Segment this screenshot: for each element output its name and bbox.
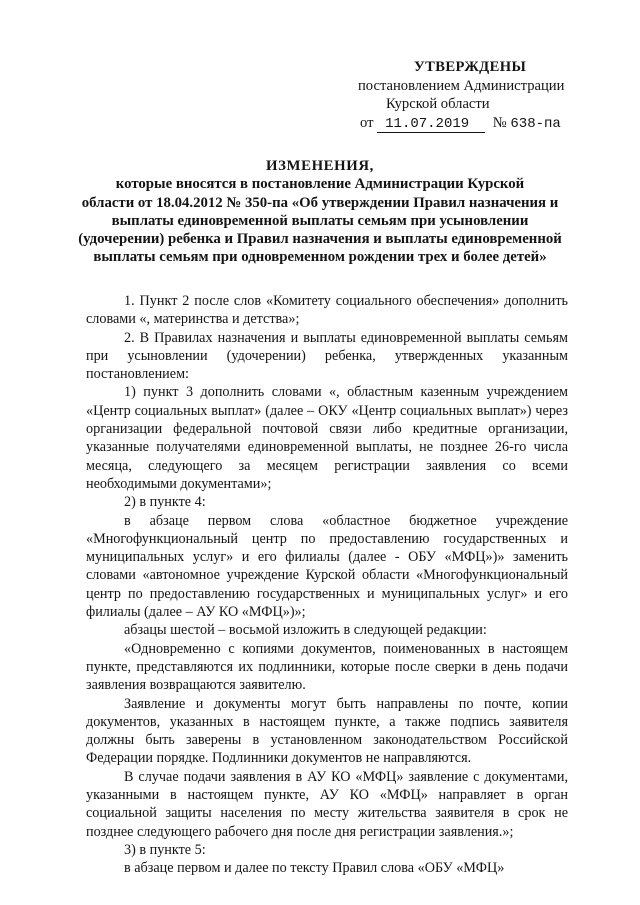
body-paragraph: Заявление и документы могут быть направлены по почте, копии документов, указанных в настоящем пункте, а также подпись заявителя должны быть заверены в установленном законодательством Российской Федерации порядке. Подлинники документов не направляются. [86, 695, 568, 767]
approval-signature-line [356, 114, 586, 134]
body-paragraph: в абзаце первом слова «областное бюджетное учреждение «Многофункциональный центр по предоставлению государственных и муниципальных услуг» и его филиалы (далее - ОБУ «МФЦ»)» заменить словами «автономное учреждение Курской области «Многофункциональный центр по предоставлению государственных и муниципальных услуг» и его филиалы (далее – АУ КО «МФЦ»)»; [86, 512, 568, 621]
heading-line: (удочерении) ребенка и Правил назначения и выплаты единовременной [78, 231, 562, 248]
approval-block [356, 58, 586, 133]
document-title: ИЗМЕНЕНИЯ, [266, 158, 374, 174]
approval-date: 11.07.2019 [377, 117, 485, 133]
approval-from-label: от [360, 114, 374, 131]
body-paragraph: абзацы шестой – восьмой изложить в следующей редакции: [124, 622, 487, 639]
body-paragraph: 3) в пункте 5: [124, 841, 206, 858]
body-paragraph: «Одновременно с копиями документов, поименованных в настоящем пункте, представляются их подлинники, которые после сверки в день подачи заявления возвращаются заявителю. [86, 640, 568, 694]
approval-issuer-line: постановлением Администрации [358, 77, 565, 94]
body-paragraph: 2. В Правилах назначения и выплаты единовременной выплаты семьям при усыновлении (удочерении) ребенка, утвержденных указанным постановлением: [86, 329, 568, 383]
approval-number: 638-па [510, 115, 561, 132]
body-paragraph: в абзаце первом и далее по тексту Правил слова «ОБУ «МФЦ» [124, 860, 505, 877]
body-paragraph: В случае подачи заявления в АУ КО «МФЦ» заявление с документами, указанными в настоящем пункте, АУ КО «МФЦ» направляет в орган социальной защиты населения по месту жительства заявителя в срок не позднее следующего рабочего дня после дня регистрации заявления.»; [86, 768, 568, 840]
heading-line: области от 18.04.2012 № 350-па «Об утверждении Правил назначения и [81, 194, 559, 211]
body-paragraph: 1) пункт 3 дополнить словами «, областным казенным учреждением «Центр социальных выплат» (далее – ОКУ «Центр социальных выплат») через организации федеральной почтовой связи либо кредитные организации, указанные получателями единовременной выплаты, не позднее 26-го числа месяца, следующего за месяцем регистрации заявления со всеми необходимыми документами»; [86, 384, 568, 492]
approval-number-label: № [492, 114, 507, 131]
body-paragraph: 2) в пункте 4: [124, 494, 206, 511]
approval-region-line: Курской области [386, 96, 490, 112]
heading-line: выплаты семьям при одновременном рождении трех и более детей» [93, 249, 547, 266]
heading-line: выплаты единовременной выплаты семьям при усыновлении [111, 212, 529, 229]
approval-title: УТВЕРЖДЕНЫ [414, 59, 527, 75]
document-heading [70, 157, 570, 267]
document-body [86, 292, 568, 878]
heading-line: которые вносятся в постановление Администрации Курской [115, 176, 525, 193]
body-paragraph: 1. Пункт 2 после слов «Комитету социального обеспечения» дополнить словами «, материнства и детства»; [86, 293, 568, 328]
